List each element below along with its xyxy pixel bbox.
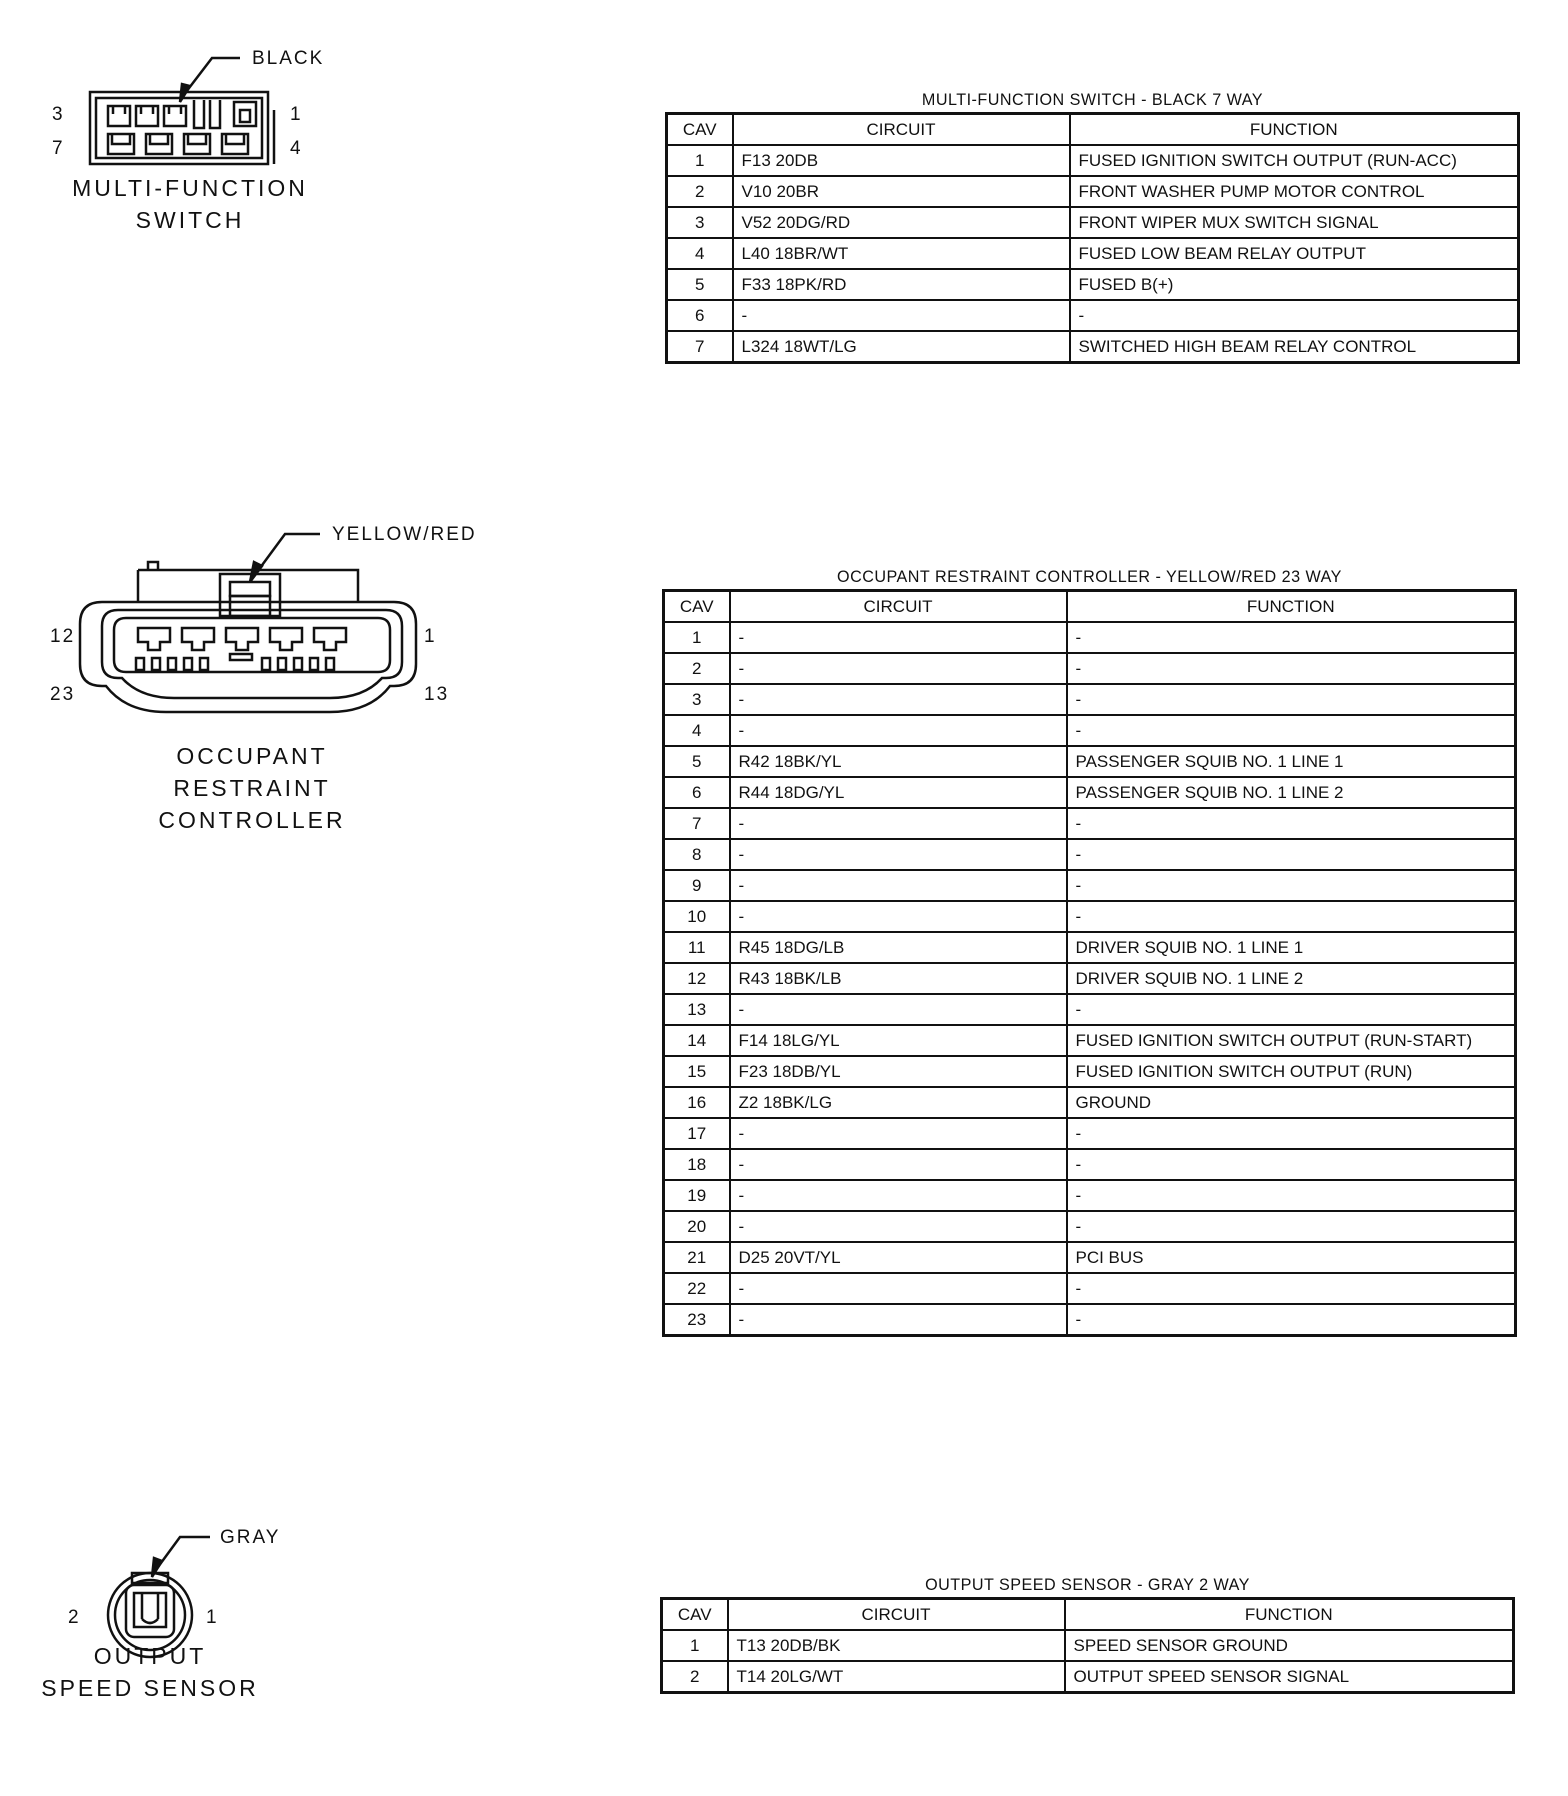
cav-cell: 20 [664,1211,730,1242]
speed-sensor-name-line1: OUTPUT [93,1643,207,1669]
circuit-cell: - [730,1273,1067,1304]
header-circuit: CIRCUIT [733,114,1070,146]
occupant-color-label: YELLOW/RED [332,524,477,545]
function-cell: - [1067,1304,1516,1336]
occupant-restraint-controller-table [662,589,1517,1337]
table-row [664,1304,1516,1336]
table-row [667,331,1519,363]
function-cell: FUSED IGNITION SWITCH OUTPUT (RUN-ACC) [1070,145,1519,176]
circuit-cell: R44 18DG/YL [730,777,1067,808]
pin-label-top-right: 1 [290,104,303,125]
header-circuit: CIRCUIT [730,591,1067,623]
output-speed-sensor-table [660,1597,1515,1694]
function-cell: - [1067,994,1516,1025]
cav-cell: 14 [664,1025,730,1056]
cav-cell: 21 [664,1242,730,1273]
table-row [662,1661,1514,1693]
occupant-name-line2: RESTRAINT [173,775,331,801]
table-row [667,176,1519,207]
table-row [664,1242,1516,1273]
cav-cell: 4 [667,238,733,269]
function-cell: PCI BUS [1067,1242,1516,1273]
cav-cell: 2 [667,176,733,207]
cav-cell: 1 [664,622,730,653]
circuit-cell: F23 18DB/YL [730,1056,1067,1087]
function-cell: - [1067,839,1516,870]
circuit-cell: - [730,622,1067,653]
cav-cell: 6 [667,300,733,331]
output-speed-sensor-name [40,1640,260,1704]
multi-function-switch-table-block [665,88,1520,364]
table-row [664,1025,1516,1056]
multi-function-switch-name [60,172,320,236]
occupant-restraint-controller-table-block [662,565,1517,1337]
cav-cell: 22 [664,1273,730,1304]
occupant-name-line3: CONTROLLER [158,807,346,833]
circuit-cell: F14 18LG/YL [730,1025,1067,1056]
function-cell: - [1067,1211,1516,1242]
function-cell: - [1067,1180,1516,1211]
header-function: FUNCTION [1067,591,1516,623]
cav-cell: 9 [664,870,730,901]
circuit-cell: L40 18BR/WT [733,238,1070,269]
cav-cell: 4 [664,715,730,746]
table-row [664,1273,1516,1304]
table-body [664,622,1516,1336]
cav-cell: 16 [664,1087,730,1118]
function-cell: FUSED IGNITION SWITCH OUTPUT (RUN-START) [1067,1025,1516,1056]
table-row [664,1087,1516,1118]
table-row [664,994,1516,1025]
function-cell: SPEED SENSOR GROUND [1065,1630,1514,1661]
function-cell: PASSENGER SQUIB NO. 1 LINE 2 [1067,777,1516,808]
cav-cell: 12 [664,963,730,994]
function-cell: - [1067,1273,1516,1304]
pin-label-top-right: 1 [424,626,437,647]
circuit-cell: V52 20DG/RD [733,207,1070,238]
multi-function-name-line2: SWITCH [135,207,245,233]
function-cell: - [1067,1118,1516,1149]
header-cav: CAV [664,591,730,623]
table-title: OCCUPANT RESTRAINT CONTROLLER - YELLOW/RED 23 WAY [837,567,1342,586]
table-row [664,932,1516,963]
circuit-cell: - [730,1180,1067,1211]
cav-cell: 2 [662,1661,728,1693]
table-header-row [662,1599,1514,1631]
occupant-restraint-controller-drawing [50,510,490,740]
function-cell: - [1067,901,1516,932]
function-cell: DRIVER SQUIB NO. 1 LINE 2 [1067,963,1516,994]
circuit-cell: T14 20LG/WT [728,1661,1065,1693]
cav-cell: 1 [667,145,733,176]
table-row [664,622,1516,653]
function-cell: - [1070,300,1519,331]
output-speed-sensor-connector [41,1515,310,1701]
speed-sensor-name-line2: SPEED SENSOR [41,1675,259,1701]
table-row [667,207,1519,238]
circuit-cell: - [730,1149,1067,1180]
pin-label-right: 1 [206,1607,219,1628]
function-cell: FRONT WIPER MUX SWITCH SIGNAL [1070,207,1519,238]
circuit-cell: - [730,901,1067,932]
function-cell: - [1067,715,1516,746]
pin-label-bottom-left: 7 [52,138,65,159]
cav-cell: 1 [662,1630,728,1661]
pin-label-left: 2 [68,1607,81,1628]
circuit-cell: - [730,684,1067,715]
occupant-name-line1: OCCUPANT [176,743,328,769]
function-cell: - [1067,653,1516,684]
table-row [664,746,1516,777]
table-body [662,1630,1514,1693]
circuit-cell: - [730,1118,1067,1149]
function-cell: SWITCHED HIGH BEAM RELAY CONTROL [1070,331,1519,363]
multi-function-name-line1: MULTI-FUNCTION [72,175,308,201]
cav-cell: 5 [664,746,730,777]
function-cell: - [1067,622,1516,653]
output-speed-sensor-table-block [660,1573,1515,1694]
header-cav: CAV [667,114,733,146]
cav-cell: 5 [667,269,733,300]
function-cell: DRIVER SQUIB NO. 1 LINE 1 [1067,932,1516,963]
table-row [664,653,1516,684]
pin-label-top-left: 3 [52,104,65,125]
function-cell: FUSED LOW BEAM RELAY OUTPUT [1070,238,1519,269]
multi-function-color-label: BLACK [252,48,325,69]
occupant-restraint-controller-connector [50,510,490,833]
table-row [664,715,1516,746]
circuit-cell: R45 18DG/LB [730,932,1067,963]
circuit-cell: R42 18BK/YL [730,746,1067,777]
output-speed-sensor-drawing [50,1515,310,1635]
circuit-cell: F13 20DB [733,145,1070,176]
function-cell: PASSENGER SQUIB NO. 1 LINE 1 [1067,746,1516,777]
cav-cell: 17 [664,1118,730,1149]
cav-cell: 3 [667,207,733,238]
circuit-cell: - [733,300,1070,331]
table-title: OUTPUT SPEED SENSOR - GRAY 2 WAY [925,1575,1250,1594]
cav-cell: 8 [664,839,730,870]
circuit-cell: - [730,1304,1067,1336]
circuit-cell: - [730,808,1067,839]
pin-label-top-left: 12 [50,626,76,647]
header-circuit: CIRCUIT [728,1599,1065,1631]
table-row [664,1149,1516,1180]
table-row [667,238,1519,269]
table-row [664,870,1516,901]
circuit-cell: R43 18BK/LB [730,963,1067,994]
table-row [667,300,1519,331]
circuit-cell: V10 20BR [733,176,1070,207]
circuit-cell: - [730,870,1067,901]
table-header-row [664,591,1516,623]
table-row [664,1180,1516,1211]
table-body [667,145,1519,363]
table-row [667,145,1519,176]
pin-label-bottom-left: 23 [50,684,76,705]
circuit-cell: - [730,653,1067,684]
function-cell: FUSED IGNITION SWITCH OUTPUT (RUN) [1067,1056,1516,1087]
circuit-cell: F33 18PK/RD [733,269,1070,300]
table-row [662,1630,1514,1661]
table-row [664,684,1516,715]
occupant-restraint-controller-name [132,740,372,836]
table-row [664,1118,1516,1149]
function-cell: FRONT WASHER PUMP MOTOR CONTROL [1070,176,1519,207]
table-row [664,839,1516,870]
function-cell: OUTPUT SPEED SENSOR SIGNAL [1065,1661,1514,1693]
header-function: FUNCTION [1065,1599,1514,1631]
cav-cell: 2 [664,653,730,684]
cav-cell: 13 [664,994,730,1025]
function-cell: - [1067,870,1516,901]
circuit-cell: - [730,715,1067,746]
circuit-cell: Z2 18BK/LG [730,1087,1067,1118]
circuit-cell: - [730,839,1067,870]
cav-cell: 3 [664,684,730,715]
pin-label-bottom-right: 4 [290,138,303,159]
cav-cell: 19 [664,1180,730,1211]
speed-sensor-color-label: GRAY [220,1527,281,1548]
table-row [664,1211,1516,1242]
cav-cell: 7 [667,331,733,363]
table-row [664,1056,1516,1087]
table-row [664,808,1516,839]
table-row [667,269,1519,300]
header-function: FUNCTION [1070,114,1519,146]
circuit-cell: T13 20DB/BK [728,1630,1065,1661]
function-cell: - [1067,684,1516,715]
multi-function-switch-table [665,112,1520,364]
table-row [664,777,1516,808]
cav-cell: 15 [664,1056,730,1087]
circuit-cell: D25 20VT/YL [730,1242,1067,1273]
table-title: MULTI-FUNCTION SWITCH - BLACK 7 WAY [921,90,1264,109]
cav-cell: 11 [664,932,730,963]
cav-cell: 10 [664,901,730,932]
function-cell: - [1067,808,1516,839]
cav-cell: 6 [664,777,730,808]
multi-function-switch-connector [50,40,350,233]
cav-cell: 23 [664,1304,730,1336]
function-cell: - [1067,1149,1516,1180]
pin-label-bottom-right: 13 [424,684,450,705]
table-row [664,963,1516,994]
circuit-cell: L324 18WT/LG [733,331,1070,363]
cav-cell: 7 [664,808,730,839]
circuit-cell: - [730,994,1067,1025]
multi-function-switch-drawing [50,40,350,160]
header-cav: CAV [662,1599,728,1631]
table-header-row [667,114,1519,146]
function-cell: FUSED B(+) [1070,269,1519,300]
cav-cell: 18 [664,1149,730,1180]
function-cell: GROUND [1067,1087,1516,1118]
table-row [664,901,1516,932]
circuit-cell: - [730,1211,1067,1242]
